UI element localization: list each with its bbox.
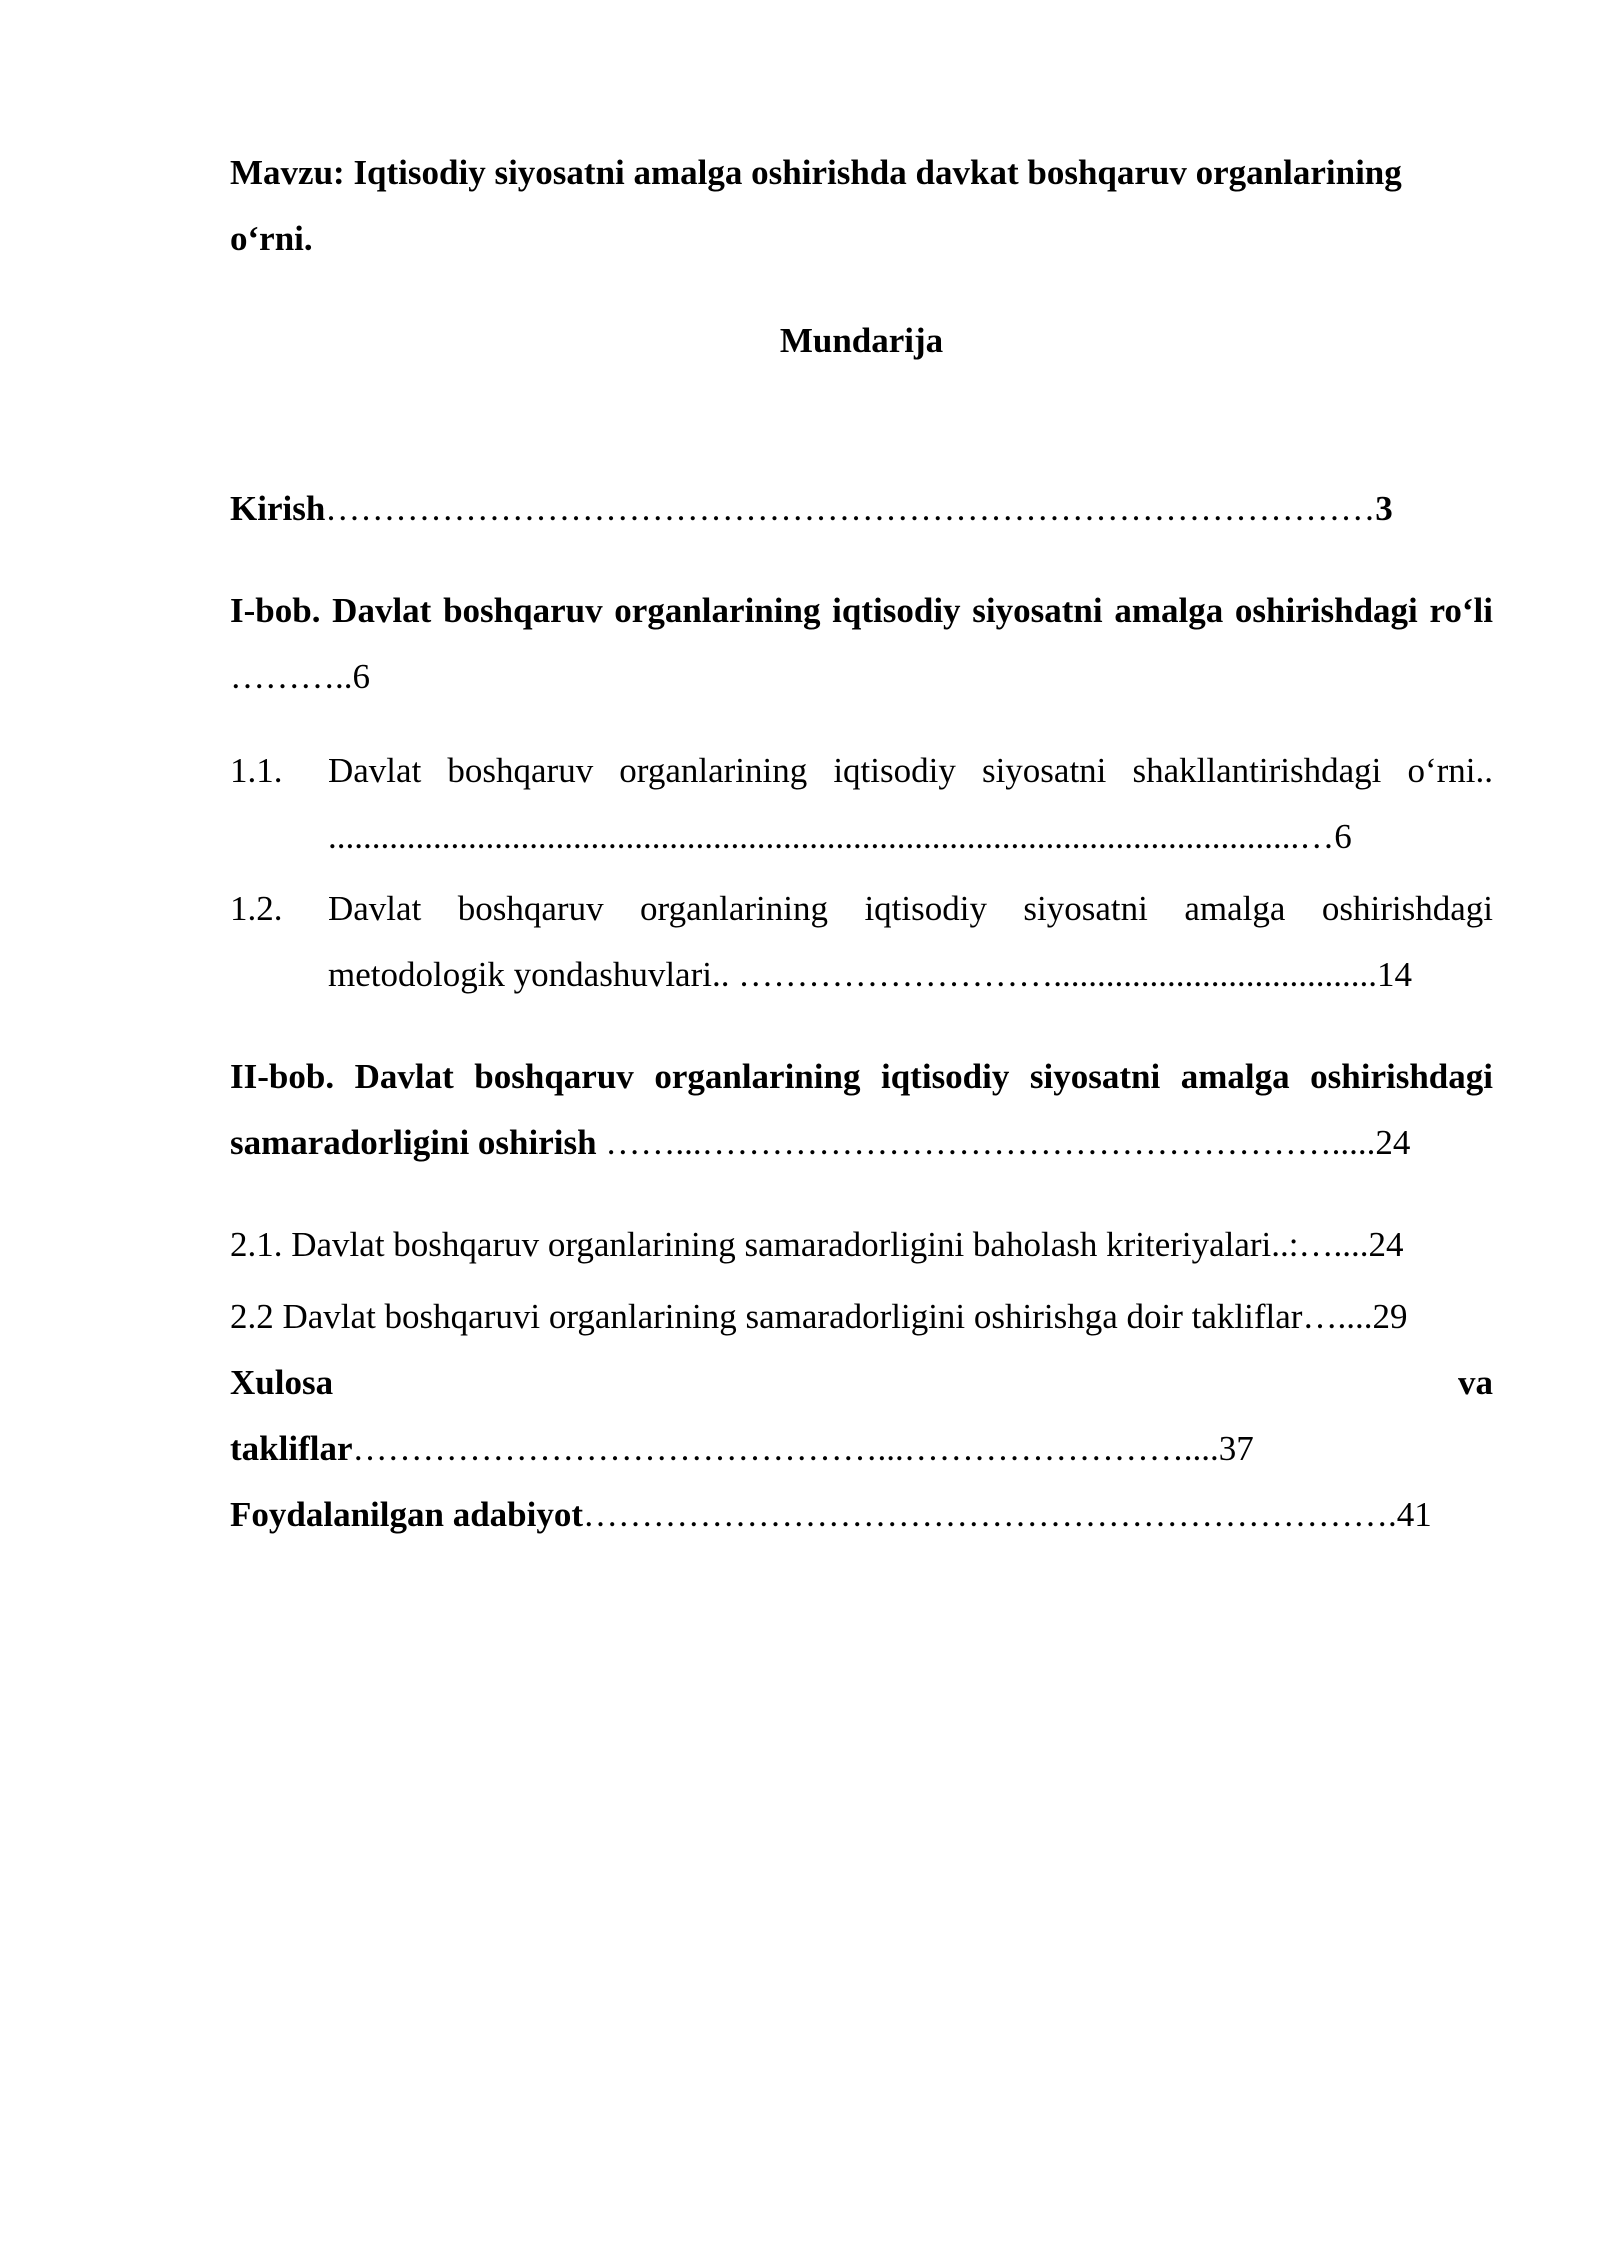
toc-page-number: 6 <box>352 657 370 696</box>
toc-label: 2.2 Davlat boshqaruvi organlarining samaradorligini oshirishga doir takliflar….... <box>230 1297 1373 1336</box>
toc-entry-chapter-1 <box>230 578 1493 710</box>
toc-section-body <box>328 738 1493 870</box>
toc-label: II-bob. Davlat boshqaruv organlarining iqtisodiy siyosatni amalga oshirishdagi samaradorligini oshirish <box>230 1057 1493 1162</box>
table-of-contents <box>230 476 1493 1548</box>
toc-page-number: 37 <box>1218 1429 1254 1468</box>
toc-label: Xulosa <box>230 1363 334 1402</box>
toc-page-number: 24 <box>1375 1123 1411 1162</box>
toc-section-number: 1.1. <box>230 751 283 790</box>
toc-leader-dots: ...............................................................................................................… <box>328 817 1335 856</box>
toc-entry-section-2-1 <box>230 1212 1493 1278</box>
toc-page-number: .41 <box>1388 1495 1432 1534</box>
toc-leader-dots: ……………………………………………………………………………… <box>325 489 1376 528</box>
toc-page-number: 24 <box>1368 1225 1404 1264</box>
toc-label: Davlat boshqaruv organlarining iqtisodiy siyosatni shakllantirishdagi o‘rni.. <box>328 751 1493 790</box>
toc-page-number: 3 <box>1375 489 1393 528</box>
toc-section-body <box>328 876 1493 1008</box>
toc-entry-kirish <box>230 476 1493 542</box>
toc-leader-dots: …………………………………………………………… <box>583 1495 1389 1534</box>
toc-entry-adabiyot <box>230 1482 1493 1548</box>
toc-page-number: 29 <box>1372 1297 1408 1336</box>
toc-entry-chapter-2 <box>230 1044 1493 1176</box>
toc-label: Davlat boshqaruv organlarining iqtisodiy siyosatni amalga oshirishdagi metodologik yondashuvlari.. <box>328 889 1493 994</box>
toc-label: takliflar <box>230 1429 353 1468</box>
toc-page-number: 14 <box>1376 955 1412 994</box>
toc-leader-dots: ……...………………………………………………..... <box>596 1123 1376 1162</box>
document-page <box>230 140 1493 1548</box>
toc-entry-section-2-2 <box>230 1284 1493 1350</box>
toc-heading: Mundarija <box>779 321 944 360</box>
toc-page-number: 6 <box>1334 817 1352 856</box>
toc-leader-dots: ……….. <box>230 657 353 696</box>
toc-leader-dots: ………………………………………...…………………….... <box>352 1429 1219 1468</box>
document-title: Mavzu: Iqtisodiy siyosatni amalga oshirishda davkat boshqaruv organlarining o‘rni. <box>230 153 1402 258</box>
toc-label: I-bob. Davlat boshqaruv organlarining iqtisodiy siyosatni amalga oshirishdagi ro‘li <box>230 591 1493 630</box>
toc-entry-section-1-1 <box>230 738 1493 870</box>
toc-entry-section-1-2 <box>230 876 1493 1008</box>
toc-label: va <box>1458 1363 1493 1402</box>
toc-label: 2.1. Davlat boshqaruv organlarining samaradorligini baholash kriteriyalari..:….... <box>230 1225 1369 1264</box>
toc-label: Kirish <box>230 489 326 528</box>
toc-section-number: 1.2. <box>230 889 283 928</box>
toc-entry-xulosa <box>230 1350 1493 1416</box>
toc-leader-dots: ………………………..................................... <box>729 955 1377 994</box>
toc-entry-xulosa-cont <box>230 1416 1493 1482</box>
toc-label: Foydalanilgan adabiyot <box>230 1495 584 1534</box>
